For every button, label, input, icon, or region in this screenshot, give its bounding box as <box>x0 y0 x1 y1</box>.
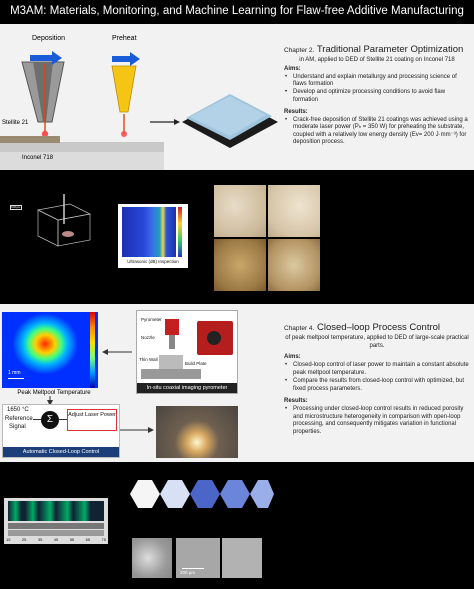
chapter4-text <box>284 322 470 437</box>
strip-number: 25 <box>21 537 27 542</box>
preheat-label: Preheat <box>112 35 137 42</box>
adjust-laser-power-box: Adjust Laser Power <box>67 409 117 431</box>
nozzle-body <box>169 335 175 349</box>
chapter5-panel <box>0 468 474 589</box>
chapter2-panel <box>0 24 474 170</box>
pole-figures <box>124 474 274 514</box>
strip-number: 45 <box>53 537 59 542</box>
micrograph-top-right <box>268 185 320 237</box>
scan-cube <box>32 194 94 250</box>
heatmap-caption: Ultrasonic (dB) Inspection <box>127 259 179 264</box>
chapter2-title: Traditional Parameter Optimization <box>316 44 464 55</box>
build-plate-label: Build Plate <box>185 361 207 366</box>
chapter4-subtitle: of peak meltpool temperature, applied to DED of large-scale practical parts. <box>285 335 469 349</box>
meltpool-scale: 1 mm <box>8 370 21 376</box>
micrograph-bottom-right <box>268 239 320 291</box>
deposition-photo <box>156 406 238 458</box>
control-loop-diagram <box>2 404 120 458</box>
chapter4-panel <box>0 304 474 462</box>
reference-label: Reference <box>5 416 33 422</box>
chapter2-heading <box>284 44 470 57</box>
micrograph-top-left <box>214 185 266 237</box>
chapter3-panel <box>0 176 474 300</box>
list-item: • Compare the results from closed-loop control with optimized, but fixed process parameters. <box>284 378 470 393</box>
inconel-label: Inconel 718 <box>22 155 54 161</box>
micrograph-bottom-left <box>214 239 266 291</box>
build-plate-body <box>141 369 201 379</box>
chapter2-prefix: Chapter 2. <box>284 47 315 54</box>
chapter2-results-list <box>284 117 470 147</box>
list-item: • Develop and optimize processing conditions to avoid flaw formation <box>284 89 470 104</box>
pyrometer-label: Pyrometer <box>141 317 162 322</box>
scale-tag: 100µm <box>11 205 21 209</box>
pyrometer-caption: In-situ coaxial imaging pyrometer <box>137 383 237 393</box>
chapter4-results-label: Results: <box>284 398 308 405</box>
strip-number: 75 <box>101 537 106 542</box>
sum-node: Σ <box>41 411 59 429</box>
camera-lens <box>207 331 221 345</box>
sem-scale-label: 200 µm <box>180 570 196 575</box>
strip-numbers <box>6 537 106 542</box>
list-item: • Understand and explain metallurgy and processing science of flaws formation <box>284 74 470 89</box>
deposition-label: Deposition <box>32 35 66 42</box>
sem-image-3 <box>222 538 262 578</box>
sem-image-2 <box>176 538 220 578</box>
chapter4-title: Closed–loop Process Control <box>317 322 441 333</box>
stellite-label: Stellite 21 <box>2 120 29 126</box>
thin-wall-label: Thin Wall <box>139 357 158 362</box>
control-caption: Automatic Closed-Loop Control <box>3 447 119 457</box>
chapter2-aims-label: Aims: <box>284 65 301 72</box>
chapter2-text <box>284 44 470 147</box>
strip-number: 65 <box>85 537 91 542</box>
setpoint-value: 1650 °C <box>7 407 29 413</box>
chapter2-aims-list <box>284 74 470 105</box>
list-item: • Closed-loop control of laser power to maintain a constant absolute peak meltpool temperature. <box>284 362 470 377</box>
pyrometer-body <box>165 319 179 335</box>
thermal-image-strip <box>4 498 108 544</box>
nozzle-label: Nozzle <box>141 335 155 340</box>
chapter2-results-label: Results: <box>284 108 308 115</box>
chapter4-heading <box>284 322 470 335</box>
signal-label: Signal <box>9 424 26 430</box>
strip-number: 35 <box>37 537 43 542</box>
list-item: • Crack-free deposition of Stellite 21 coatings was achieved using a moderate laser power (Pₕ = 350 W) for preheating the substrate, coupled with a relatively low energy density (Ev= 200 J·mm⁻³) for deposition process. <box>284 117 470 147</box>
chapter4-prefix: Chapter 4. <box>284 325 315 332</box>
page-title: M3AM: Materials, Monitoring, and Machine Learning for Flaw-free Additive Manufacturing <box>0 0 474 22</box>
chapter4-aims-list <box>284 362 470 393</box>
sem-image-1 <box>132 538 172 578</box>
meltpool-caption: Peak Meltpool Temperature <box>17 390 91 396</box>
chapter4-aims-label: Aims: <box>284 354 301 361</box>
strip-number: 15 <box>6 537 11 542</box>
chapter4-results-list <box>284 406 470 436</box>
chapter2-subtitle: in AM, applied to DED of Stellite 21 coating on Inconel 718 <box>299 57 455 63</box>
ultrasonic-heatmap <box>118 204 188 268</box>
strip-number: 55 <box>69 537 75 542</box>
list-item: • Processing under closed-loop control results in reduced porosity and microstructure heterogeneity in comparison with open-loop processing, and consequently mitigates variation in functional properties. <box>284 406 470 436</box>
pyrometer-figure <box>136 310 238 394</box>
